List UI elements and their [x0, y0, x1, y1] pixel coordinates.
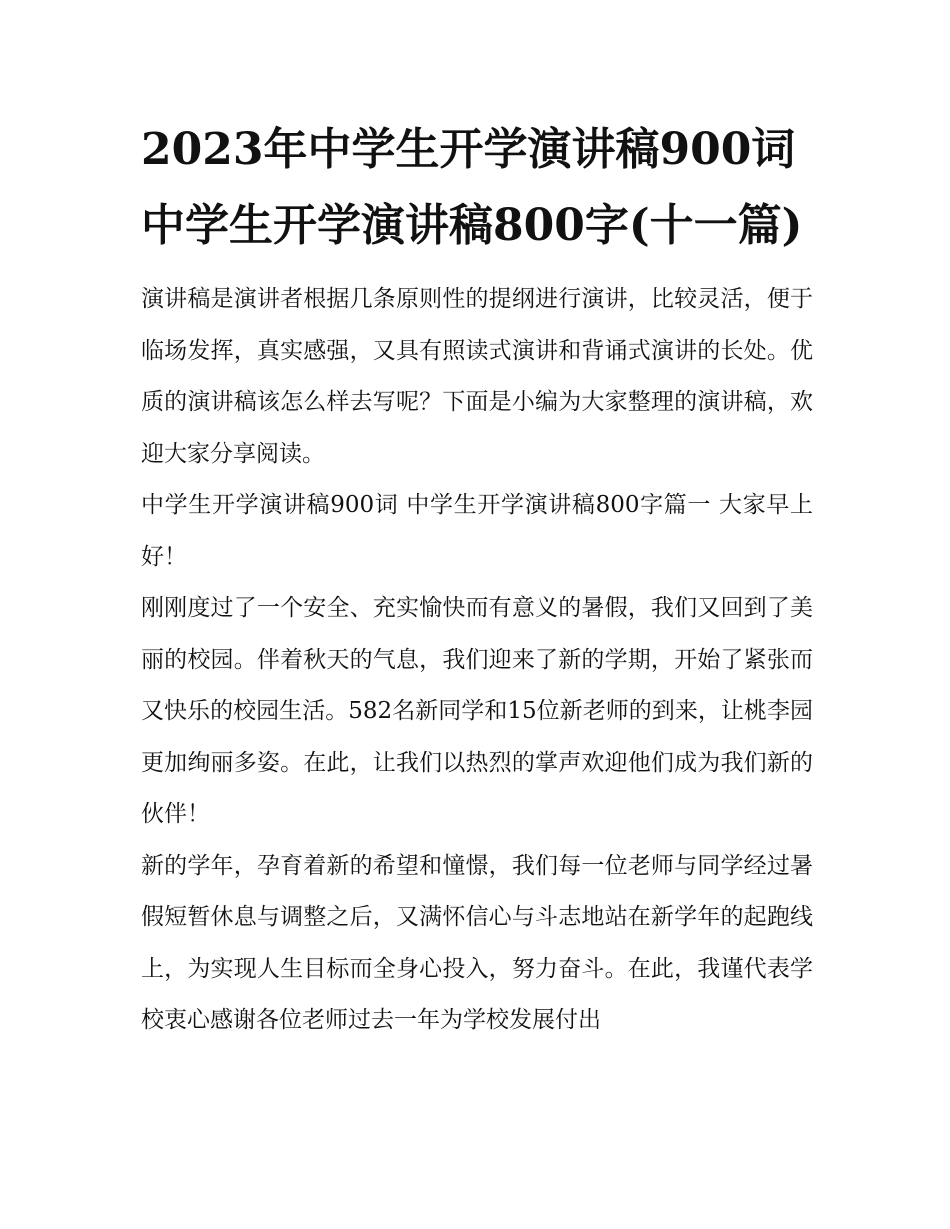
document-content — [141, 112, 813, 1047]
paragraph-intro: 演讲稿是演讲者根据几条原则性的提纲进行演讲，比较灵活，便于临场发挥，真实感强，又具有照读式演讲和背诵式演讲的长处。优质的演讲稿该怎么样去写呢？下面是小编为大家整理的演讲稿，欢迎大家分享阅读。 — [141, 286, 813, 467]
document-title: 2023年中学生开学演讲稿900词 中学生开学演讲稿800字(十一篇) — [141, 124, 803, 251]
document-body — [141, 274, 813, 1047]
paragraph-summer: 刚刚度过了一个安全、充实愉快而有意义的暑假，我们又回到了美丽的校园。伴着秋天的气息，我们迎来了新的学期，开始了紧张而又快乐的校园生活。582名新同学和15位新老师的到来，让桃李园更加绚丽多姿。在此，让我们以热烈的掌声欢迎他们成为我们新的伙伴！ — [141, 595, 813, 827]
paragraph-new-year: 新的学年，孕育着新的希望和憧憬，我们每一位老师与同学经过暑假短暂休息与调整之后，又满怀信心与斗志地站在新学年的起跑线上，为实现人生目标而全身心投入，努力奋斗。在此，我谨代表学校衷心感谢各位老师过去一年为学校发展付出 — [141, 852, 813, 1033]
paragraph-greeting: 中学生开学演讲稿900词 中学生开学演讲稿800字篇一 大家早上好！ — [141, 492, 813, 570]
